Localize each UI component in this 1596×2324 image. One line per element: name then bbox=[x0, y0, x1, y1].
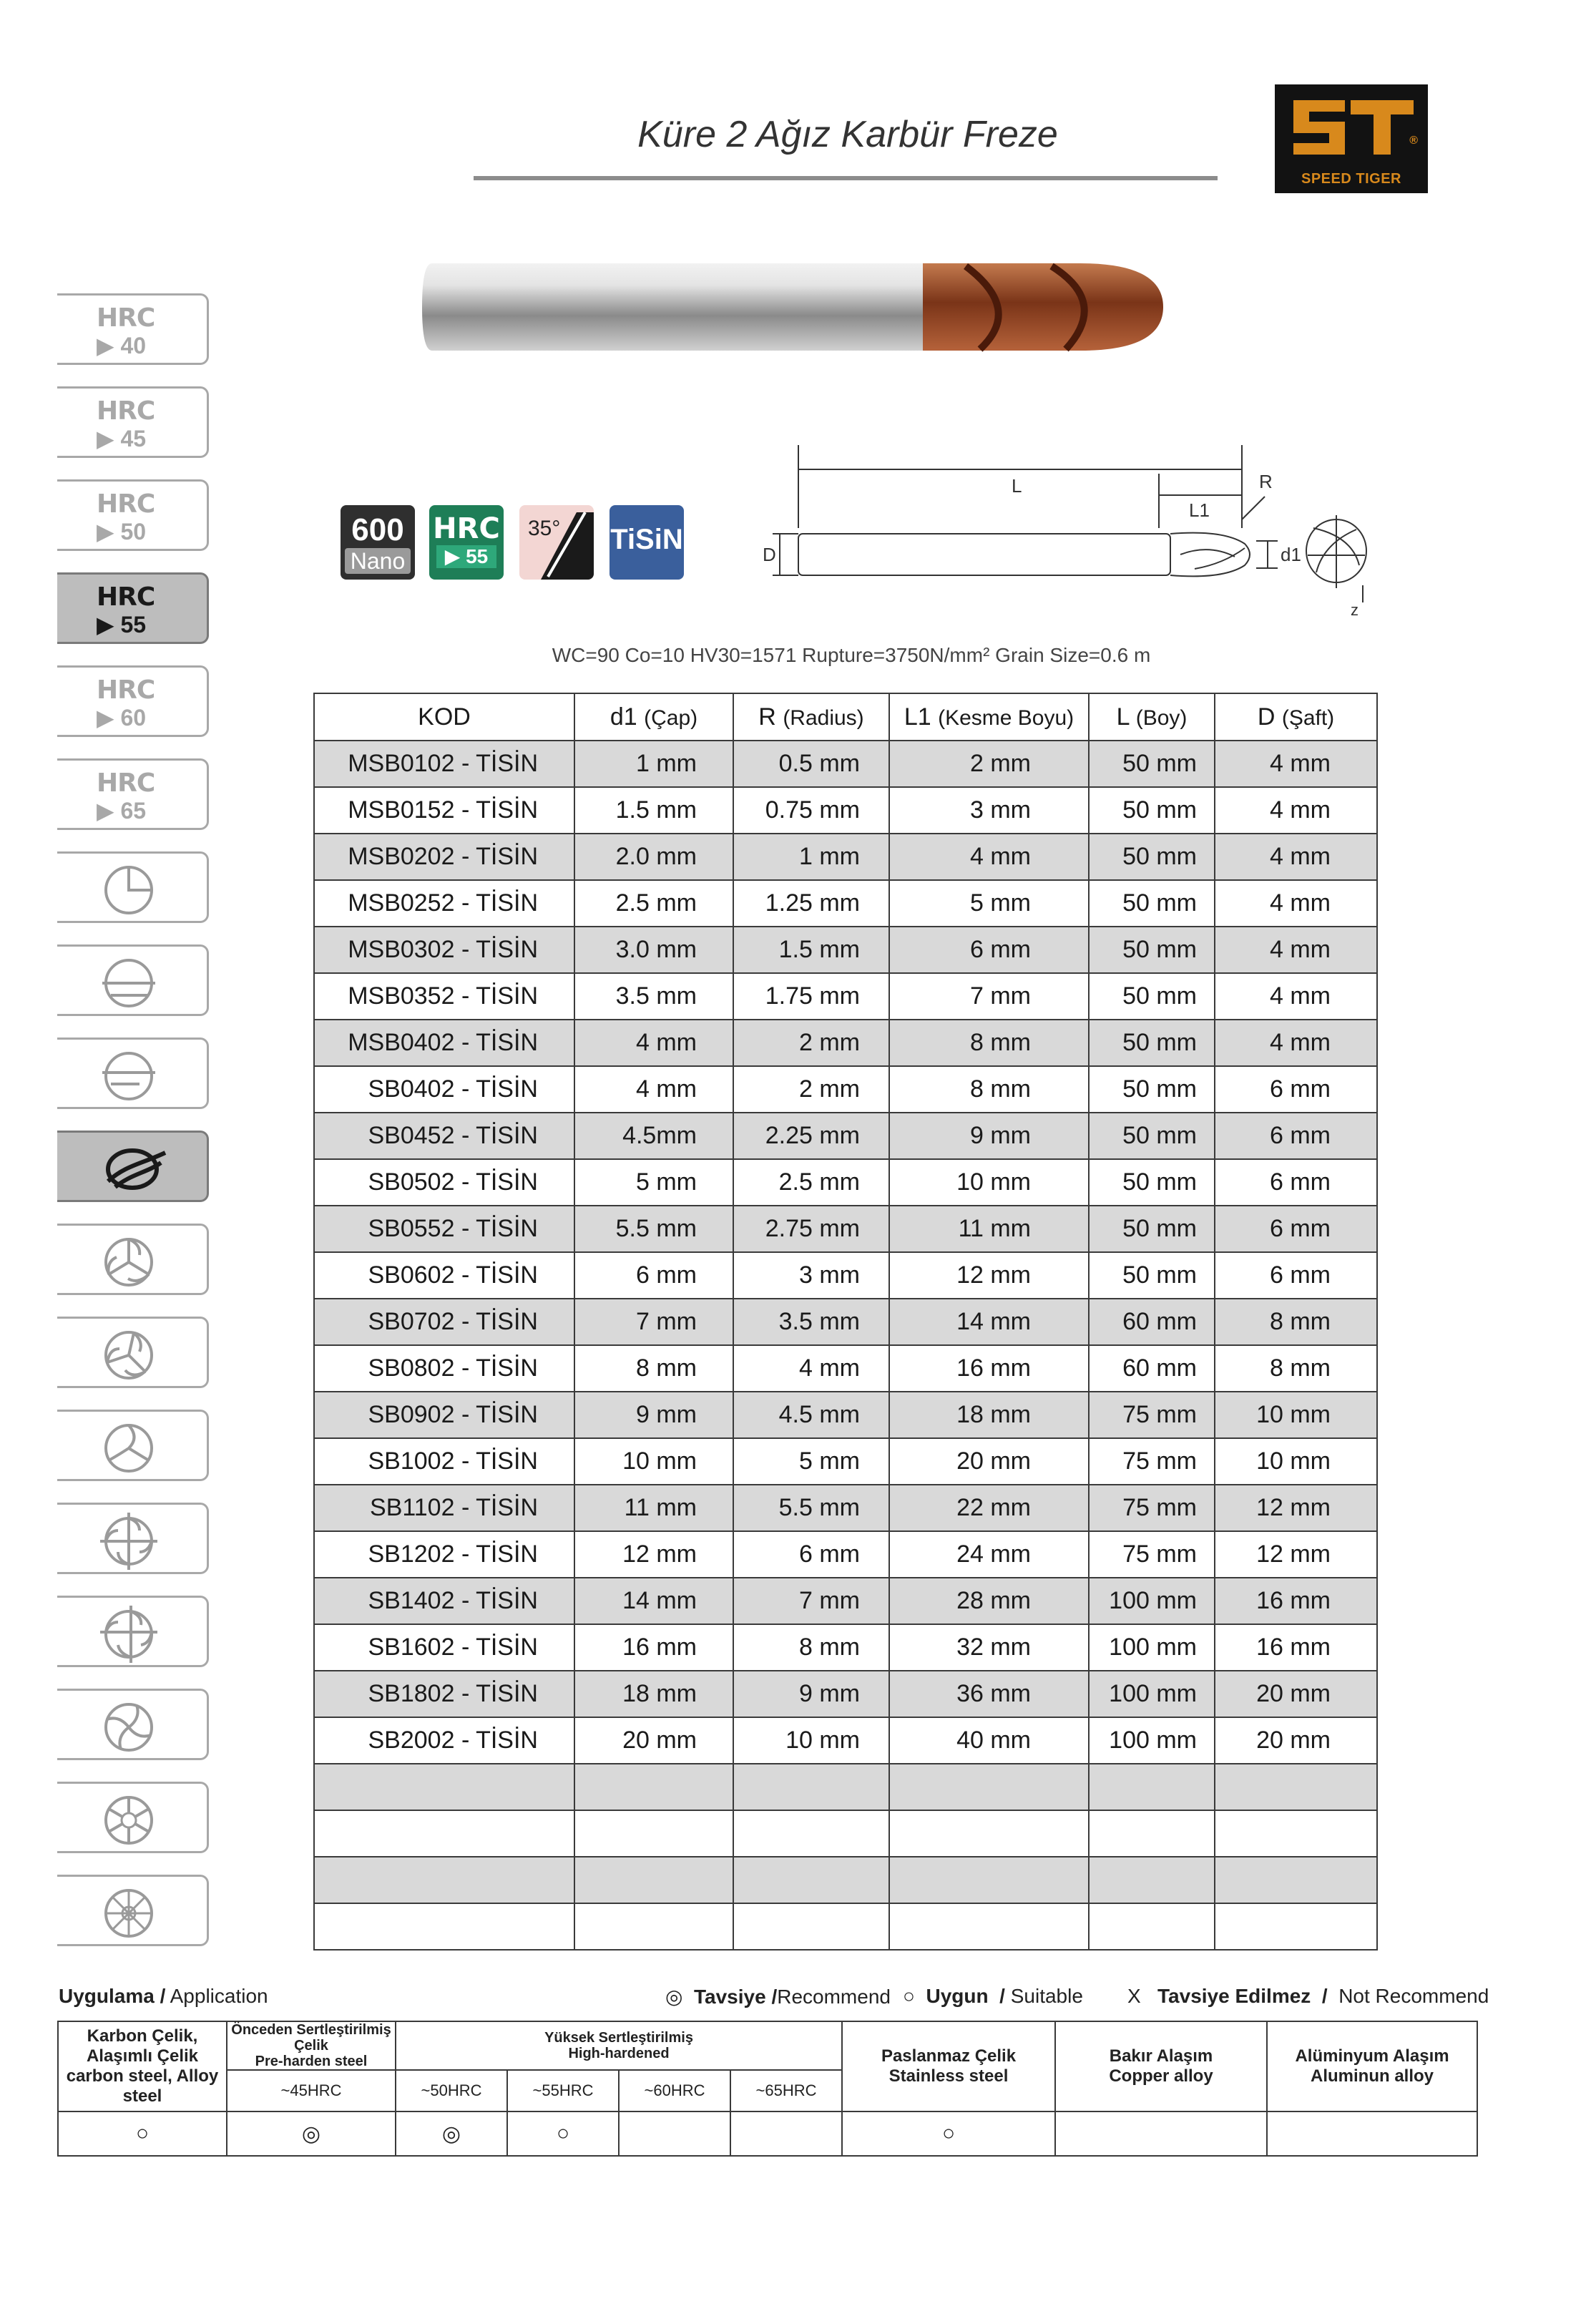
cell-l: 50 mm bbox=[1089, 1252, 1215, 1299]
product-dimension-table bbox=[313, 693, 1378, 1951]
hrc-label: HRC bbox=[97, 675, 155, 705]
three-flute-helix-icon bbox=[97, 1416, 161, 1480]
rating-aluminum bbox=[1267, 2111, 1477, 2156]
table-row bbox=[314, 1578, 1377, 1624]
coating-label: TiSiN bbox=[610, 524, 683, 555]
cell-kod: SB1202 - TİSİN bbox=[314, 1531, 574, 1578]
cell-d: 20 mm bbox=[1215, 1717, 1377, 1764]
cell-r bbox=[733, 1764, 889, 1810]
hrc-label: HRC bbox=[97, 489, 155, 519]
cell-l: 60 mm bbox=[1089, 1345, 1215, 1392]
cell-r: 1 mm bbox=[733, 834, 889, 880]
sidebar-tab-flat-end[interactable] bbox=[57, 1038, 209, 1109]
table-row bbox=[314, 1717, 1377, 1764]
cell-d1: 6 mm bbox=[574, 1252, 733, 1299]
cell-kod: MSB0152 - TİSİN bbox=[314, 787, 574, 834]
cell-d: 16 mm bbox=[1215, 1624, 1377, 1671]
cell-r: 3.5 mm bbox=[733, 1299, 889, 1345]
app-high-hardened: Yüksek Sertleştirilmiş High-hardened bbox=[396, 2021, 842, 2070]
cell-l: 75 mm bbox=[1089, 1485, 1215, 1531]
rating-stainless: ○ bbox=[842, 2111, 1055, 2156]
cell-d1: 2.0 mm bbox=[574, 834, 733, 880]
hrc-value: ▶ 55 bbox=[97, 612, 147, 638]
hrc-55-badge bbox=[429, 505, 504, 580]
cell-d1: 4 mm bbox=[574, 1066, 733, 1113]
cell-kod: MSB0352 - TİSİN bbox=[314, 973, 574, 1020]
cell-r: 2 mm bbox=[733, 1020, 889, 1066]
nano-grain-badge bbox=[341, 505, 415, 580]
coating-badge bbox=[609, 505, 684, 580]
tool-dimension-drawing bbox=[751, 436, 1395, 637]
table-row bbox=[314, 1159, 1377, 1206]
cell-kod: SB1102 - TİSİN bbox=[314, 1485, 574, 1531]
two-flute-icon bbox=[97, 1137, 175, 1201]
table-row bbox=[314, 1020, 1377, 1066]
cell-l: 100 mm bbox=[1089, 1578, 1215, 1624]
app-copper: Bakır Alaşım Copper alloy bbox=[1055, 2021, 1267, 2111]
cell-r: 0.5 mm bbox=[733, 741, 889, 787]
app-preharden: Önceden Sertleştirilmiş Çelik Pre-harden steel bbox=[227, 2021, 396, 2070]
cell-r: 2.75 mm bbox=[733, 1206, 889, 1252]
cell-d1: 8 mm bbox=[574, 1345, 733, 1392]
cell-r: 10 mm bbox=[733, 1717, 889, 1764]
app-stainless: Paslanmaz Çelik Stainless steel bbox=[842, 2021, 1055, 2111]
title-divider bbox=[474, 176, 1218, 180]
table-row bbox=[314, 973, 1377, 1020]
cell-d1: 10 mm bbox=[574, 1438, 733, 1485]
cell-l: 75 mm bbox=[1089, 1392, 1215, 1438]
cell-d: 6 mm bbox=[1215, 1159, 1377, 1206]
sidebar-tab-hrc-55[interactable] bbox=[57, 572, 209, 644]
hrc-label: HRC bbox=[97, 582, 155, 612]
cell-d: 4 mm bbox=[1215, 880, 1377, 927]
cell-l1: 3 mm bbox=[889, 787, 1089, 834]
cell-r: 0.75 mm bbox=[733, 787, 889, 834]
cell-l1: 6 mm bbox=[889, 927, 1089, 973]
legend-recommend: ◎ Tavsiye /Recommend bbox=[665, 1986, 891, 2008]
cell-l bbox=[1089, 1857, 1215, 1903]
dim-label-L1: L1 bbox=[1189, 499, 1210, 521]
app-hrc-60: ~60HRC bbox=[619, 2070, 730, 2111]
rating-copper bbox=[1055, 2111, 1267, 2156]
cell-l: 50 mm bbox=[1089, 741, 1215, 787]
sidebar-tab-three-flute-variable[interactable] bbox=[57, 1317, 209, 1388]
cell-l1: 8 mm bbox=[889, 1066, 1089, 1113]
cell-r bbox=[733, 1810, 889, 1857]
hrc-value: ▶ 50 bbox=[97, 519, 147, 545]
cell-d bbox=[1215, 1857, 1377, 1903]
logo-registered-mark: ® bbox=[1409, 135, 1418, 147]
dim-label-z: z bbox=[1351, 601, 1358, 619]
table-row bbox=[314, 1066, 1377, 1113]
cell-l1: 20 mm bbox=[889, 1438, 1089, 1485]
cell-r: 1.5 mm bbox=[733, 927, 889, 973]
sidebar-tab-corner[interactable] bbox=[57, 851, 209, 923]
cell-d1: 9 mm bbox=[574, 1392, 733, 1438]
header-l: L (Boy) bbox=[1089, 693, 1215, 741]
cell-kod: SB0902 - TİSİN bbox=[314, 1392, 574, 1438]
cell-kod: SB1002 - TİSİN bbox=[314, 1438, 574, 1485]
cell-l: 50 mm bbox=[1089, 787, 1215, 834]
cell-l1: 12 mm bbox=[889, 1252, 1089, 1299]
cell-r: 7 mm bbox=[733, 1578, 889, 1624]
cell-r: 8 mm bbox=[733, 1624, 889, 1671]
four-flute-icon bbox=[97, 1509, 161, 1573]
cell-l: 50 mm bbox=[1089, 1066, 1215, 1113]
cell-d: 10 mm bbox=[1215, 1438, 1377, 1485]
cell-l1: 24 mm bbox=[889, 1531, 1089, 1578]
cell-l1: 7 mm bbox=[889, 973, 1089, 1020]
sidebar-tab-hrc-65[interactable] bbox=[57, 758, 209, 830]
cell-d: 12 mm bbox=[1215, 1531, 1377, 1578]
cell-r: 6 mm bbox=[733, 1531, 889, 1578]
table-row bbox=[314, 1392, 1377, 1438]
app-hrc-65: ~65HRC bbox=[730, 2070, 842, 2111]
cell-l bbox=[1089, 1810, 1215, 1857]
cell-r: 1.75 mm bbox=[733, 973, 889, 1020]
table-row bbox=[314, 1624, 1377, 1671]
cell-d1 bbox=[574, 1903, 733, 1950]
cell-kod: SB1802 - TİSİN bbox=[314, 1671, 574, 1717]
table-row bbox=[314, 1345, 1377, 1392]
cell-l1: 36 mm bbox=[889, 1671, 1089, 1717]
three-flute-variable-icon bbox=[97, 1323, 161, 1387]
multi-flute-icon bbox=[97, 1881, 161, 1945]
app-ratings-row bbox=[58, 2111, 1477, 2156]
cell-d1: 7 mm bbox=[574, 1299, 733, 1345]
app-aluminum: Alüminyum Alaşım Aluminun alloy bbox=[1267, 2021, 1477, 2111]
six-flute-icon bbox=[97, 1788, 161, 1852]
cell-l1: 16 mm bbox=[889, 1345, 1089, 1392]
sidebar-tab-hrc-60[interactable] bbox=[57, 665, 209, 737]
cell-r: 2.5 mm bbox=[733, 1159, 889, 1206]
hrc-value: ▶ 40 bbox=[97, 333, 147, 358]
cell-d: 6 mm bbox=[1215, 1066, 1377, 1113]
rating-65hrc bbox=[730, 2111, 842, 2156]
cell-l: 100 mm bbox=[1089, 1671, 1215, 1717]
cell-l1: 4 mm bbox=[889, 834, 1089, 880]
cell-l: 50 mm bbox=[1089, 1206, 1215, 1252]
cell-d1: 1 mm bbox=[574, 741, 733, 787]
cell-kod: MSB0202 - TİSİN bbox=[314, 834, 574, 880]
app-hrc-50: ~50HRC bbox=[396, 2070, 507, 2111]
legend-suitable: ○ Uygun / Suitable bbox=[903, 1985, 1083, 2007]
cell-r: 9 mm bbox=[733, 1671, 889, 1717]
cell-l1 bbox=[889, 1810, 1089, 1857]
cell-l1: 2 mm bbox=[889, 741, 1089, 787]
four-flute-variable-icon bbox=[97, 1602, 161, 1666]
carbide-spec-line: WC=90 Co=10 HV30=1571 Rupture=3750N/mm² Grain Size=0.6 m bbox=[552, 644, 1151, 666]
header-l1: L1 (Kesme Boyu) bbox=[889, 693, 1089, 741]
cell-l1: 11 mm bbox=[889, 1206, 1089, 1252]
corner-quarter-icon bbox=[97, 858, 161, 922]
cell-d1: 14 mm bbox=[574, 1578, 733, 1624]
table-row bbox=[314, 1531, 1377, 1578]
cell-d: 6 mm bbox=[1215, 1206, 1377, 1252]
cell-d bbox=[1215, 1764, 1377, 1810]
cell-l: 75 mm bbox=[1089, 1531, 1215, 1578]
cell-d1: 18 mm bbox=[574, 1671, 733, 1717]
cell-l1: 32 mm bbox=[889, 1624, 1089, 1671]
speed-tiger-logo bbox=[1275, 84, 1428, 193]
sidebar-tab-four-flute-helix[interactable] bbox=[57, 1689, 209, 1760]
cell-l: 100 mm bbox=[1089, 1624, 1215, 1671]
cell-kod: MSB0302 - TİSİN bbox=[314, 927, 574, 973]
table-row bbox=[314, 1113, 1377, 1159]
cell-kod bbox=[314, 1857, 574, 1903]
cell-kod: SB0702 - TİSİN bbox=[314, 1299, 574, 1345]
cell-l: 50 mm bbox=[1089, 927, 1215, 973]
app-hrc-45: ~45HRC bbox=[227, 2070, 396, 2111]
table-row bbox=[314, 1206, 1377, 1252]
cell-d: 6 mm bbox=[1215, 1113, 1377, 1159]
cell-l1 bbox=[889, 1903, 1089, 1950]
sidebar-tab-hrc-50[interactable] bbox=[57, 479, 209, 551]
dim-label-R: R bbox=[1259, 471, 1273, 492]
cell-d1: 5 mm bbox=[574, 1159, 733, 1206]
rating-carbon: ○ bbox=[58, 2111, 227, 2156]
table-row bbox=[314, 1810, 1377, 1857]
cell-d1: 12 mm bbox=[574, 1531, 733, 1578]
header-d1: d1 (Çap) bbox=[574, 693, 733, 741]
cell-d: 20 mm bbox=[1215, 1671, 1377, 1717]
three-flute-icon bbox=[97, 1230, 161, 1294]
cell-l1: 8 mm bbox=[889, 1020, 1089, 1066]
cell-l1 bbox=[889, 1857, 1089, 1903]
cell-l1: 14 mm bbox=[889, 1299, 1089, 1345]
application-table bbox=[57, 2021, 1478, 2157]
sidebar-tab-multi-flute[interactable] bbox=[57, 1875, 209, 1946]
cell-kod: SB0502 - TİSİN bbox=[314, 1159, 574, 1206]
flat-end-icon bbox=[97, 1044, 161, 1108]
cell-l: 50 mm bbox=[1089, 834, 1215, 880]
cell-d1: 1.5 mm bbox=[574, 787, 733, 834]
cell-l: 50 mm bbox=[1089, 973, 1215, 1020]
cell-l: 100 mm bbox=[1089, 1717, 1215, 1764]
cell-d: 8 mm bbox=[1215, 1345, 1377, 1392]
cell-d1 bbox=[574, 1764, 733, 1810]
rating-45hrc: ◎ bbox=[227, 2111, 396, 2156]
cell-r bbox=[733, 1857, 889, 1903]
cell-kod: SB0452 - TİSİN bbox=[314, 1113, 574, 1159]
cell-l1: 22 mm bbox=[889, 1485, 1089, 1531]
cell-r: 4 mm bbox=[733, 1345, 889, 1392]
hrc-value: ▶ 45 bbox=[97, 426, 147, 451]
cell-d1 bbox=[574, 1857, 733, 1903]
logo-brand-text: SPEED TIGER bbox=[1301, 171, 1401, 187]
cell-l: 60 mm bbox=[1089, 1299, 1215, 1345]
cell-d: 16 mm bbox=[1215, 1578, 1377, 1624]
helix-angle-badge bbox=[519, 505, 594, 580]
cell-kod: MSB0252 - TİSİN bbox=[314, 880, 574, 927]
cell-l1: 9 mm bbox=[889, 1113, 1089, 1159]
table-row bbox=[314, 1299, 1377, 1345]
cell-d1 bbox=[574, 1810, 733, 1857]
sidebar-tab-two-flute[interactable] bbox=[57, 1131, 209, 1202]
hrc-value: ▶ 60 bbox=[97, 705, 147, 731]
cell-r: 3 mm bbox=[733, 1252, 889, 1299]
cell-d1: 4.5mm bbox=[574, 1113, 733, 1159]
cell-l: 50 mm bbox=[1089, 1159, 1215, 1206]
cell-kod: MSB0102 - TİSİN bbox=[314, 741, 574, 787]
cell-kod: SB0552 - TİSİN bbox=[314, 1206, 574, 1252]
cell-kod: SB1602 - TİSİN bbox=[314, 1624, 574, 1671]
table-row bbox=[314, 1764, 1377, 1810]
header-d: D (Şaft) bbox=[1215, 693, 1377, 741]
sidebar-tab-ball-nose[interactable] bbox=[57, 944, 209, 1016]
dim-label-L: L bbox=[1012, 475, 1022, 497]
cell-d: 10 mm bbox=[1215, 1392, 1377, 1438]
table-row bbox=[314, 741, 1377, 787]
cell-d: 4 mm bbox=[1215, 973, 1377, 1020]
hrc-label: HRC bbox=[97, 396, 155, 426]
cell-l bbox=[1089, 1764, 1215, 1810]
legend-application: Uygulama / Application bbox=[59, 1985, 268, 2007]
cell-d: 4 mm bbox=[1215, 834, 1377, 880]
rating-60hrc bbox=[619, 2111, 730, 2156]
sidebar-tab-three-flute[interactable] bbox=[57, 1224, 209, 1295]
cell-kod: SB0802 - TİSİN bbox=[314, 1345, 574, 1392]
sidebar-tab-four-flute-variable[interactable] bbox=[57, 1596, 209, 1667]
cell-kod bbox=[314, 1903, 574, 1950]
header-kod: KOD bbox=[314, 693, 574, 741]
table-header-row bbox=[314, 693, 1377, 741]
table-row bbox=[314, 1903, 1377, 1950]
table-row bbox=[314, 1438, 1377, 1485]
ball-nose-icon bbox=[97, 951, 161, 1015]
dim-label-D: D bbox=[763, 544, 776, 565]
cell-kod: SB0602 - TİSİN bbox=[314, 1252, 574, 1299]
cell-l1: 10 mm bbox=[889, 1159, 1089, 1206]
sidebar-tab-hrc-45[interactable] bbox=[57, 386, 209, 458]
nano-value: 600 bbox=[351, 512, 404, 547]
page-title: Küre 2 Ağız Karbür Freze bbox=[637, 114, 1058, 155]
cell-kod: MSB0402 - TİSİN bbox=[314, 1020, 574, 1066]
rating-55hrc: ○ bbox=[507, 2111, 619, 2156]
cell-d: 4 mm bbox=[1215, 1020, 1377, 1066]
st-logo-mark-icon bbox=[1288, 93, 1415, 165]
cell-l1: 28 mm bbox=[889, 1578, 1089, 1624]
app-carbon-steel: Karbon Çelik, Alaşımlı Çelik carbon steel, Alloy steel bbox=[58, 2021, 227, 2111]
cell-d1: 3.0 mm bbox=[574, 927, 733, 973]
header-r: R (Radius) bbox=[733, 693, 889, 741]
table-row bbox=[314, 1857, 1377, 1903]
table-row bbox=[314, 834, 1377, 880]
table-row bbox=[314, 1671, 1377, 1717]
cell-l: 50 mm bbox=[1089, 1020, 1215, 1066]
cell-l: 75 mm bbox=[1089, 1438, 1215, 1485]
hrc-label: HRC bbox=[97, 303, 155, 333]
cell-l bbox=[1089, 1903, 1215, 1950]
cell-d1: 2.5 mm bbox=[574, 880, 733, 927]
cell-d: 4 mm bbox=[1215, 787, 1377, 834]
helix-angle-value: 35° bbox=[528, 517, 561, 540]
cell-l1: 5 mm bbox=[889, 880, 1089, 927]
cell-l1: 40 mm bbox=[889, 1717, 1089, 1764]
cell-d1: 11 mm bbox=[574, 1485, 733, 1531]
cell-d1: 5.5 mm bbox=[574, 1206, 733, 1252]
cell-r: 2 mm bbox=[733, 1066, 889, 1113]
cell-r: 1.25 mm bbox=[733, 880, 889, 927]
cell-d: 8 mm bbox=[1215, 1299, 1377, 1345]
table-row bbox=[314, 787, 1377, 834]
sidebar-tab-hrc-40[interactable] bbox=[57, 293, 209, 365]
sidebar-tab-three-flute-helix[interactable] bbox=[57, 1410, 209, 1481]
hrc-label: HRC bbox=[97, 768, 155, 798]
cell-kod bbox=[314, 1810, 574, 1857]
cell-l1: 18 mm bbox=[889, 1392, 1089, 1438]
cell-kod bbox=[314, 1764, 574, 1810]
cell-kod: SB2002 - TİSİN bbox=[314, 1717, 574, 1764]
cell-d bbox=[1215, 1810, 1377, 1857]
cell-kod: SB0402 - TİSİN bbox=[314, 1066, 574, 1113]
cell-d1: 20 mm bbox=[574, 1717, 733, 1764]
sidebar-tab-four-flute[interactable] bbox=[57, 1503, 209, 1574]
cell-l: 50 mm bbox=[1089, 1113, 1215, 1159]
cell-d1: 4 mm bbox=[574, 1020, 733, 1066]
sidebar-tab-six-flute[interactable] bbox=[57, 1782, 209, 1853]
rating-50hrc: ◎ bbox=[396, 2111, 507, 2156]
cell-r: 4.5 mm bbox=[733, 1392, 889, 1438]
legend-not-recommend: X Tavsiye Edilmez / Not Recommend bbox=[1127, 1985, 1489, 2007]
cell-kod: SB1402 - TİSİN bbox=[314, 1578, 574, 1624]
table-row bbox=[314, 880, 1377, 927]
table-row bbox=[314, 1252, 1377, 1299]
cell-r bbox=[733, 1903, 889, 1950]
table-row bbox=[314, 1485, 1377, 1531]
table-row bbox=[314, 927, 1377, 973]
hrc-value: ▶ 65 bbox=[97, 798, 147, 824]
cell-r: 5.5 mm bbox=[733, 1485, 889, 1531]
cell-d: 4 mm bbox=[1215, 927, 1377, 973]
cell-l: 50 mm bbox=[1089, 880, 1215, 927]
hrc-badge-label: HRC bbox=[433, 512, 500, 545]
cell-d1: 3.5 mm bbox=[574, 973, 733, 1020]
nano-label: Nano bbox=[345, 548, 411, 574]
cell-d1: 16 mm bbox=[574, 1624, 733, 1671]
cell-r: 2.25 mm bbox=[733, 1113, 889, 1159]
ball-end-mill-photo bbox=[422, 259, 1163, 355]
cell-r: 5 mm bbox=[733, 1438, 889, 1485]
four-flute-helix-icon bbox=[97, 1695, 161, 1759]
app-hrc-55: ~55HRC bbox=[507, 2070, 619, 2111]
hrc-badge-value: ▶ 55 bbox=[436, 545, 496, 568]
dim-label-d1: d1 bbox=[1281, 544, 1301, 565]
cell-d: 6 mm bbox=[1215, 1252, 1377, 1299]
cell-l1 bbox=[889, 1764, 1089, 1810]
cell-d: 12 mm bbox=[1215, 1485, 1377, 1531]
cell-d: 4 mm bbox=[1215, 741, 1377, 787]
cell-d bbox=[1215, 1903, 1377, 1950]
